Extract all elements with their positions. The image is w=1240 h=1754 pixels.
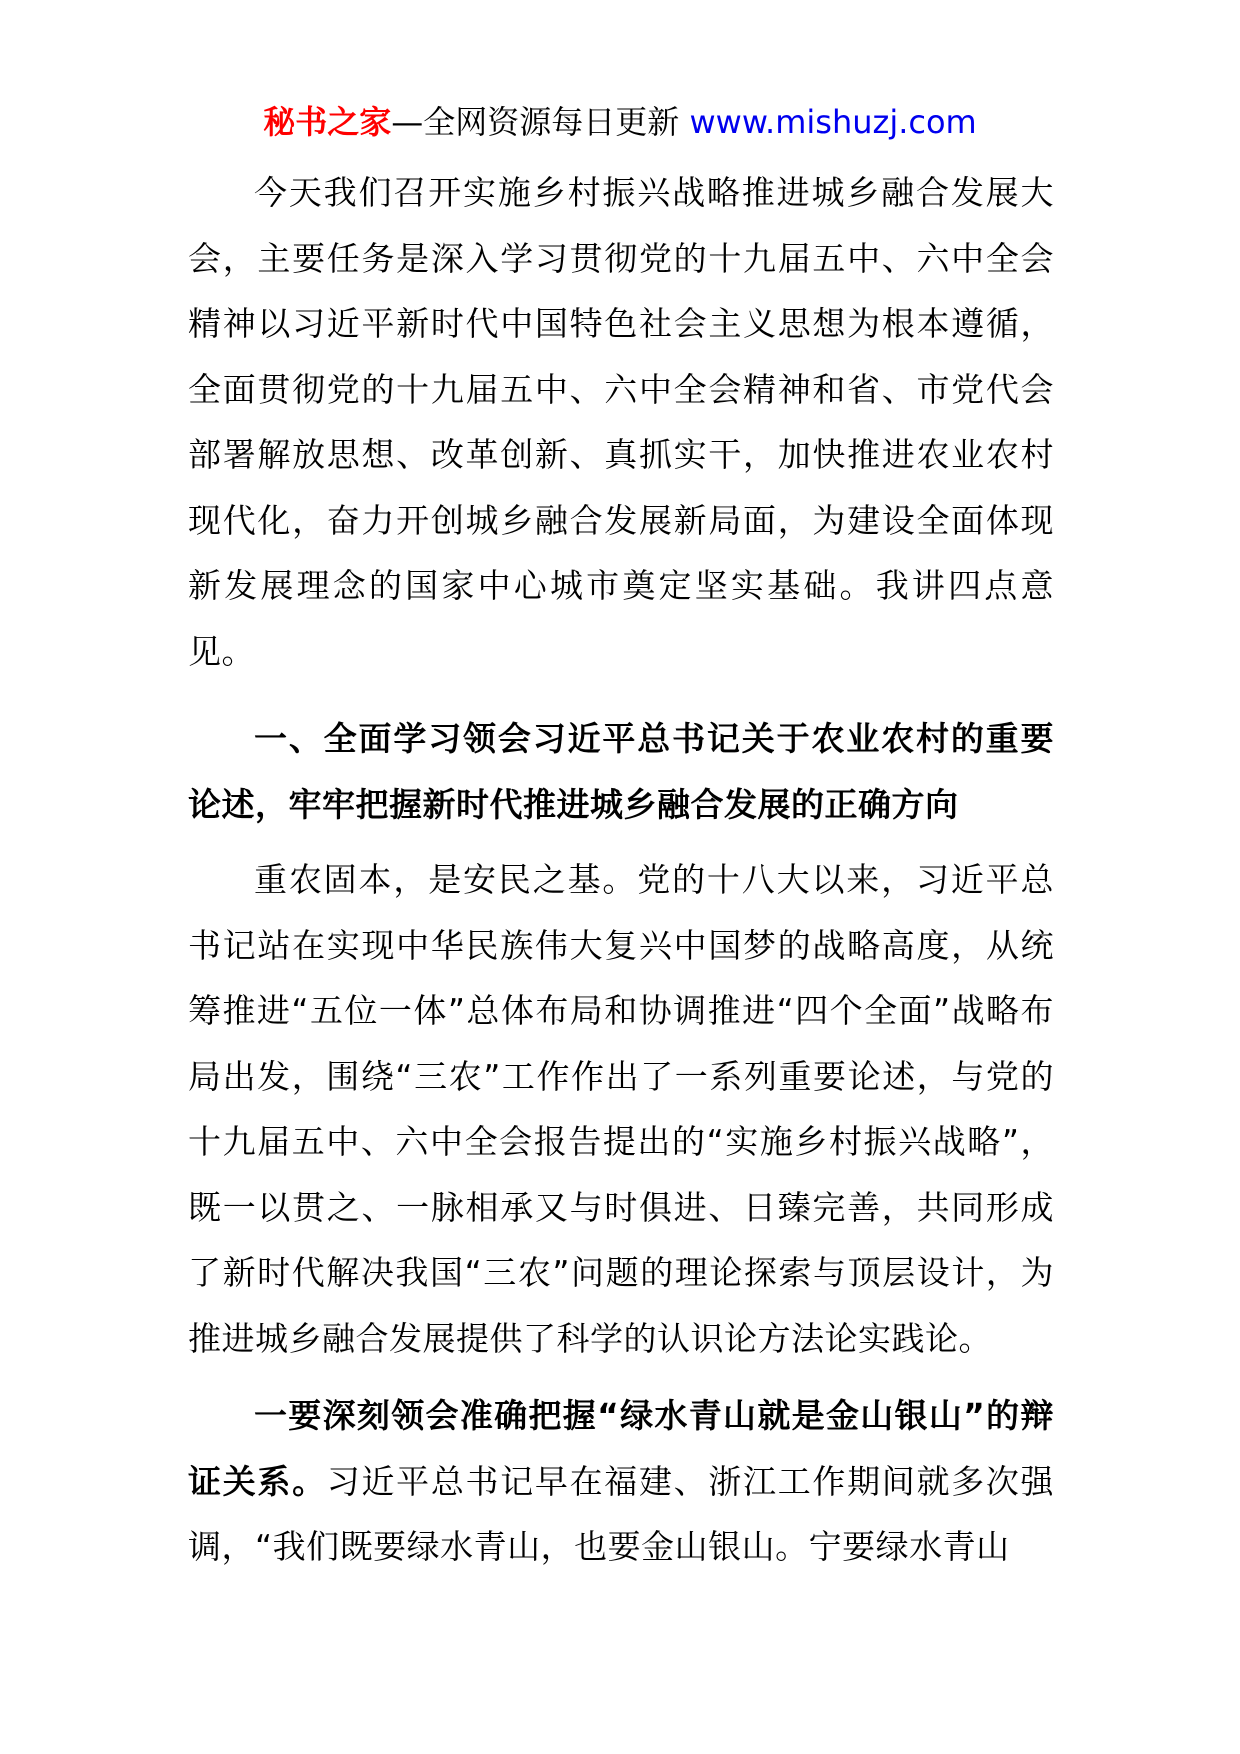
brand-name: 秘书之家 [263,103,392,141]
section-1-paragraph: 重农固本，是安民之基。党的十八大以来，习近平总书记站在实现中华民族伟大复兴中国梦的战略高度，从统筹推进“五位一体”总体布局和协调推进“四个全面”战略布局出发，围绕“三农”工作作出了一系列重要论述，与党的十九届五中、六中全会报告提出的“实施乡村振兴战略”，既一以贯之、一脉相承又与时俱进、日臻完善，共同形成了新时代解决我国“三农”问题的理论探索与顶层设计，为推进城乡融合发展提供了科学的认识论方法论实践论。 [188,860,1054,1358]
page-header [0,100,1240,144]
section-1-heading: 一、全面学习领会习近平总书记关于农业农村的重要论述，牢牢把握新时代推进城乡融合发展的正确方向 [188,719,1054,824]
site-url-link[interactable]: www.mishuzj.com [689,103,977,141]
document-body [188,160,1054,1580]
point-1-text: 习近平总书记早在福建、浙江工作期间就多次强调，“我们既要绿水青山，也要金山银山。宁要绿水青山 [188,1461,1054,1566]
header-tagline: —全网资源每日更新 [391,103,680,141]
point-1-paragraph [188,1383,1054,1580]
intro-paragraph: 今天我们召开实施乡村振兴战略推进城乡融合发展大会，主要任务是深入学习贯彻党的十九届五中、六中全会精神以习近平新时代中国特色社会主义思想为根本遵循，全面贯彻党的十九届五中、六中全会精神和省、市党代会部署解放思想、改革创新、真抓实干，加快推进农业农村现代化，奋力开创城乡融合发展新局面，为建设全面体现新发展理念的国家中心城市奠定坚实基础。我讲四点意见。 [188,173,1054,671]
point-1-lead: 一要深刻领会准确把握“绿水青山就是金山银山”的辩证关系。 [188,1396,1054,1501]
